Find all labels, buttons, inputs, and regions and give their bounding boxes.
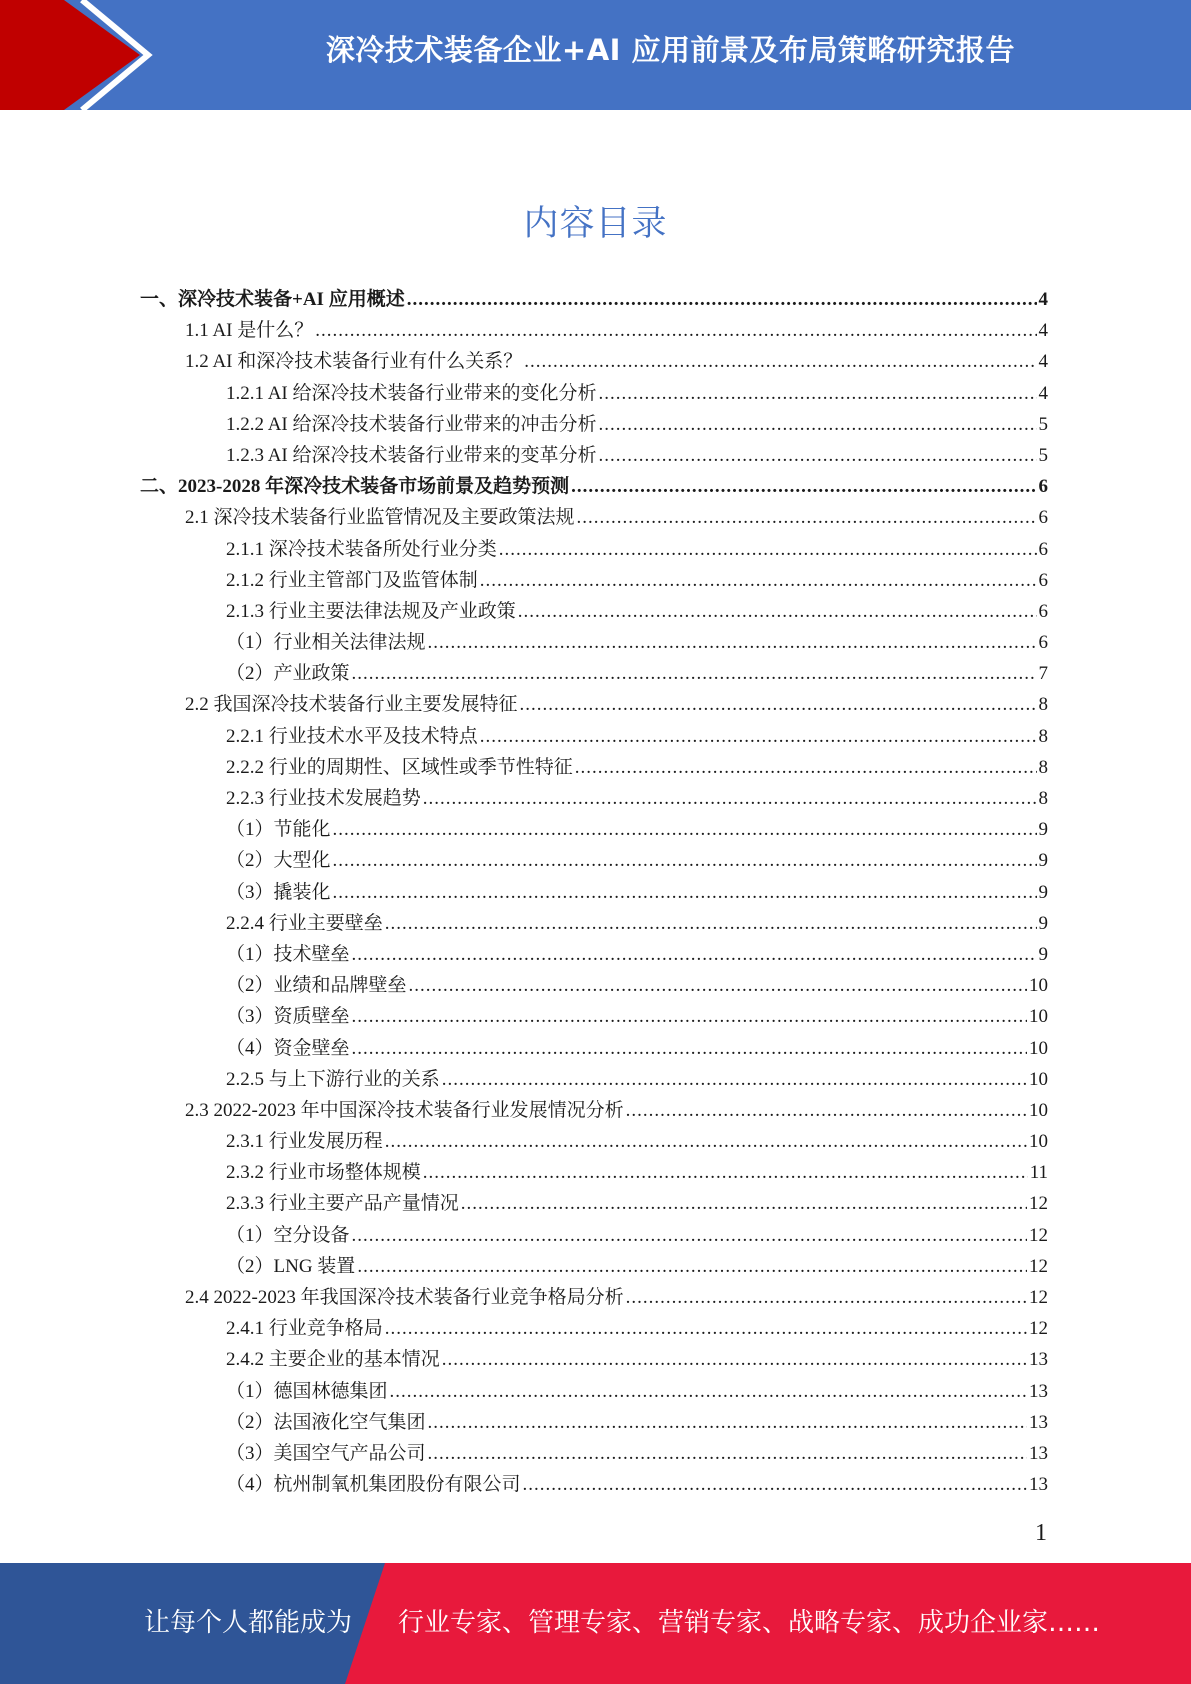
toc-dot-leader <box>428 632 1037 654</box>
table-of-contents <box>140 284 1048 1500</box>
toc-dot-leader <box>333 819 1037 841</box>
toc-entry[interactable] <box>140 1469 1048 1500</box>
toc-dot-leader <box>385 913 1037 935</box>
toc-entry-title: （4）资金壁垒 <box>226 1037 350 1059</box>
toc-entry-title: 1.2.3 AI 给深冷技术装备行业带来的变革分析 <box>226 444 597 466</box>
toc-entry-page: 9 <box>1038 819 1048 841</box>
toc-entry-page: 6 <box>1038 632 1048 654</box>
toc-entry-title: 2.4 2022-2023 年我国深冷技术装备行业竞争格局分析 <box>185 1287 624 1308</box>
toc-entry-title: （2）大型化 <box>226 850 331 872</box>
toc-entry-title: 1.1 AI 是什么？ <box>185 320 314 342</box>
toc-dot-leader <box>352 944 1037 966</box>
toc-entry[interactable] <box>140 378 1048 409</box>
toc-entry-page: 10 <box>1029 1037 1048 1059</box>
toc-entry-page: 6 <box>1038 507 1048 529</box>
toc-entry-title: 2.3.3 行业主要产品产量情况 <box>226 1193 459 1215</box>
toc-entry[interactable] <box>140 440 1048 471</box>
toc-dot-leader <box>333 882 1037 904</box>
toc-dot-leader <box>575 757 1037 779</box>
toc-entry-page: 6 <box>1038 476 1048 498</box>
toc-dot-leader <box>461 1193 1027 1215</box>
toc-entry-title: （1）德国林德集团 <box>226 1380 388 1402</box>
toc-entry-page: 6 <box>1038 538 1048 560</box>
toc-entry[interactable] <box>140 565 1048 596</box>
toc-dot-leader <box>333 850 1037 872</box>
toc-dot-leader <box>409 975 1027 997</box>
toc-entry-title: 2.3 2022-2023 年中国深冷技术装备行业发展情况分析 <box>185 1099 624 1121</box>
toc-entry-page: 10 <box>1029 1099 1048 1121</box>
toc-entry[interactable] <box>140 1376 1048 1407</box>
toc-entry[interactable] <box>140 658 1048 689</box>
toc-entry-page: 8 <box>1038 725 1048 747</box>
toc-entry-title: （2）业绩和品牌壁垒 <box>226 975 407 997</box>
toc-dot-leader <box>442 1349 1027 1371</box>
toc-entry[interactable] <box>140 752 1048 783</box>
toc-dot-leader <box>390 1381 1027 1403</box>
toc-dot-leader <box>524 351 1036 373</box>
toc-entry[interactable] <box>140 409 1048 440</box>
toc-entry-page: 9 <box>1038 881 1048 903</box>
toc-entry-title: 2.2.2 行业的周期性、区域性或季节性特征 <box>226 756 573 778</box>
toc-entry-title: 2.1 深冷技术装备行业监管情况及主要政策法规 <box>185 507 575 529</box>
toc-entry-title: （4）杭州制氧机集团股份有限公司 <box>226 1474 521 1496</box>
toc-entry-title: 二、2023-2028 年深冷技术装备市场前景及趋势预测 <box>140 476 570 498</box>
toc-entry-title: （1）技术壁垒 <box>226 943 350 965</box>
toc-dot-leader <box>577 507 1037 529</box>
toc-entry[interactable] <box>140 1126 1048 1157</box>
toc-entry-title: 2.3.1 行业发展历程 <box>226 1131 383 1153</box>
toc-entry-title: 2.2.5 与上下游行业的关系 <box>226 1068 440 1090</box>
page-number: 1 <box>1035 1520 1047 1546</box>
toc-entry-title: （2）LNG 装置 <box>226 1255 356 1277</box>
toc-entry[interactable] <box>140 1220 1048 1251</box>
toc-entry-title: （1）行业相关法律法规 <box>226 632 426 654</box>
toc-entry-page: 6 <box>1038 600 1048 622</box>
toc-dot-leader <box>599 383 1037 405</box>
toc-entry-page: 13 <box>1029 1442 1048 1464</box>
toc-entry-page: 13 <box>1029 1411 1048 1433</box>
toc-entry-title: （3）撬装化 <box>226 881 331 903</box>
toc-entry[interactable] <box>140 908 1048 939</box>
toc-entry-page: 8 <box>1038 756 1048 778</box>
toc-entry-page: 4 <box>1038 289 1048 310</box>
toc-dot-leader <box>518 601 1037 623</box>
report-title: 深冷技术装备企业+AI 应用前景及布局策略研究报告 <box>325 33 1016 67</box>
toc-dot-leader <box>423 788 1037 810</box>
toc-dot-leader <box>480 726 1037 748</box>
toc-entry-page: 10 <box>1029 1006 1048 1028</box>
toc-entry-page: 8 <box>1038 788 1048 809</box>
toc-entry[interactable] <box>140 1344 1048 1375</box>
toc-entry-title: 2.2.4 行业主要壁垒 <box>226 912 383 934</box>
toc-entry-title: 2.2.1 行业技术水平及技术特点 <box>226 725 478 747</box>
toc-dot-leader <box>423 1162 1028 1184</box>
toc-entry-page: 9 <box>1038 912 1048 934</box>
toc-entry[interactable] <box>140 596 1048 627</box>
toc-entry-title: 2.2.3 行业技术发展趋势 <box>226 788 421 809</box>
toc-entry[interactable] <box>140 783 1048 814</box>
toc-dot-leader <box>520 694 1037 716</box>
footer-slogan-right: 行业专家、管理专家、营销专家、战略专家、成功企业家…… <box>398 1608 1101 1638</box>
toc-entry-title: 2.4.2 主要企业的基本情况 <box>226 1349 440 1371</box>
toc-entry-page: 8 <box>1038 694 1048 716</box>
toc-dot-leader <box>352 1225 1027 1247</box>
toc-entry[interactable] <box>140 1438 1048 1469</box>
toc-dot-leader <box>352 1038 1027 1060</box>
toc-dot-leader <box>428 1443 1027 1465</box>
toc-entry[interactable] <box>140 627 1048 658</box>
toc-entry-title: 一、深冷技术装备+AI 应用概述 <box>140 289 405 310</box>
toc-entry[interactable] <box>140 502 1048 533</box>
toc-entry-title: 2.1.1 深冷技术装备所处行业分类 <box>226 538 497 560</box>
footer-band <box>0 1563 1191 1684</box>
toc-entry-page: 11 <box>1029 1162 1048 1184</box>
toc-dot-leader <box>626 1287 1027 1309</box>
toc-entry[interactable] <box>140 1188 1048 1219</box>
toc-entry-page: 5 <box>1038 413 1048 435</box>
toc-entry[interactable] <box>140 1251 1048 1282</box>
toc-entry[interactable] <box>140 970 1048 1001</box>
toc-entry-title: 2.3.2 行业市场整体规模 <box>226 1162 421 1184</box>
toc-entry[interactable] <box>140 939 1048 970</box>
toc-entry[interactable] <box>140 315 1048 346</box>
toc-entry-page: 4 <box>1038 382 1048 404</box>
toc-entry-title: 1.2.1 AI 给深冷技术装备行业带来的变化分析 <box>226 382 597 404</box>
toc-entry-page: 7 <box>1038 663 1048 685</box>
toc-dot-leader <box>407 289 1037 311</box>
toc-dot-leader <box>315 320 1036 342</box>
toc-entry-page: 9 <box>1038 850 1048 872</box>
toc-entry-title: （3）资质壁垒 <box>226 1006 350 1028</box>
toc-dot-leader <box>499 539 1037 561</box>
toc-entry-title: 1.2 AI 和深冷技术装备行业有什么关系？ <box>185 351 523 373</box>
toc-entry-title: （3）美国空气产品公司 <box>226 1442 426 1464</box>
toc-entry[interactable] <box>140 814 1048 845</box>
toc-entry-title: 2.2 我国深冷技术装备行业主要发展特征 <box>185 694 518 716</box>
toc-entry-page: 5 <box>1038 444 1048 466</box>
toc-entry-title: 2.1.2 行业主管部门及监管体制 <box>226 569 478 591</box>
toc-dot-leader <box>352 1006 1027 1028</box>
toc-entry[interactable] <box>140 1282 1048 1313</box>
toc-entry-page: 12 <box>1029 1287 1048 1308</box>
toc-entry-page: 4 <box>1038 320 1048 342</box>
toc-entry[interactable] <box>140 721 1048 752</box>
toc-entry[interactable] <box>140 845 1048 876</box>
toc-entry-page: 13 <box>1029 1474 1048 1496</box>
toc-entry-page: 12 <box>1029 1255 1048 1277</box>
toc-entry-page: 13 <box>1029 1380 1048 1402</box>
toc-entry-page: 10 <box>1029 1068 1048 1090</box>
toc-dot-leader <box>428 1412 1027 1434</box>
header-band <box>0 0 1191 110</box>
toc-dot-leader <box>599 445 1037 467</box>
toc-dot-leader <box>357 1256 1027 1278</box>
toc-entry-page: 10 <box>1029 1131 1048 1153</box>
toc-entry-page: 9 <box>1038 943 1048 965</box>
toc-entry[interactable] <box>140 346 1048 377</box>
toc-dot-leader <box>626 1100 1027 1122</box>
toc-entry[interactable] <box>140 1095 1048 1126</box>
toc-entry[interactable] <box>140 1033 1048 1064</box>
toc-entry-page: 4 <box>1038 351 1048 373</box>
toc-entry-page: 12 <box>1029 1318 1048 1340</box>
toc-entry-title: （1）空分设备 <box>226 1224 350 1246</box>
toc-heading: 内容目录 <box>523 204 668 244</box>
toc-dot-leader <box>385 1318 1027 1340</box>
toc-dot-leader <box>385 1131 1027 1153</box>
toc-entry-page: 6 <box>1038 569 1048 591</box>
toc-entry[interactable] <box>140 471 1048 502</box>
toc-dot-leader <box>523 1474 1027 1496</box>
toc-dot-leader <box>599 414 1037 436</box>
footer-slogan-left: 让每个人都能成为 <box>144 1608 353 1638</box>
toc-entry[interactable] <box>140 1313 1048 1344</box>
toc-dot-leader <box>352 663 1037 685</box>
toc-entry[interactable] <box>140 1157 1048 1188</box>
toc-entry[interactable] <box>140 1407 1048 1438</box>
toc-dot-leader <box>442 1069 1027 1091</box>
toc-entry-page: 12 <box>1029 1224 1048 1246</box>
toc-entry-page: 12 <box>1029 1193 1048 1215</box>
toc-dot-leader <box>571 476 1036 498</box>
toc-dot-leader <box>480 570 1037 592</box>
toc-entry-title: 2.1.3 行业主要法律法规及产业政策 <box>226 600 516 622</box>
toc-entry-title: （1）节能化 <box>226 819 331 841</box>
toc-entry[interactable] <box>140 689 1048 720</box>
toc-entry-title: （2）法国液化空气集团 <box>226 1411 426 1433</box>
toc-entry-title: （2）产业政策 <box>226 663 350 685</box>
toc-entry[interactable] <box>140 1001 1048 1032</box>
toc-entry[interactable] <box>140 1064 1048 1095</box>
toc-entry[interactable] <box>140 877 1048 908</box>
toc-entry-title: 1.2.2 AI 给深冷技术装备行业带来的冲击分析 <box>226 413 597 435</box>
toc-entry-title: 2.4.1 行业竞争格局 <box>226 1318 383 1340</box>
toc-entry-page: 13 <box>1029 1349 1048 1371</box>
toc-entry[interactable] <box>140 284 1048 315</box>
toc-entry-page: 10 <box>1029 975 1048 997</box>
toc-entry[interactable] <box>140 534 1048 565</box>
